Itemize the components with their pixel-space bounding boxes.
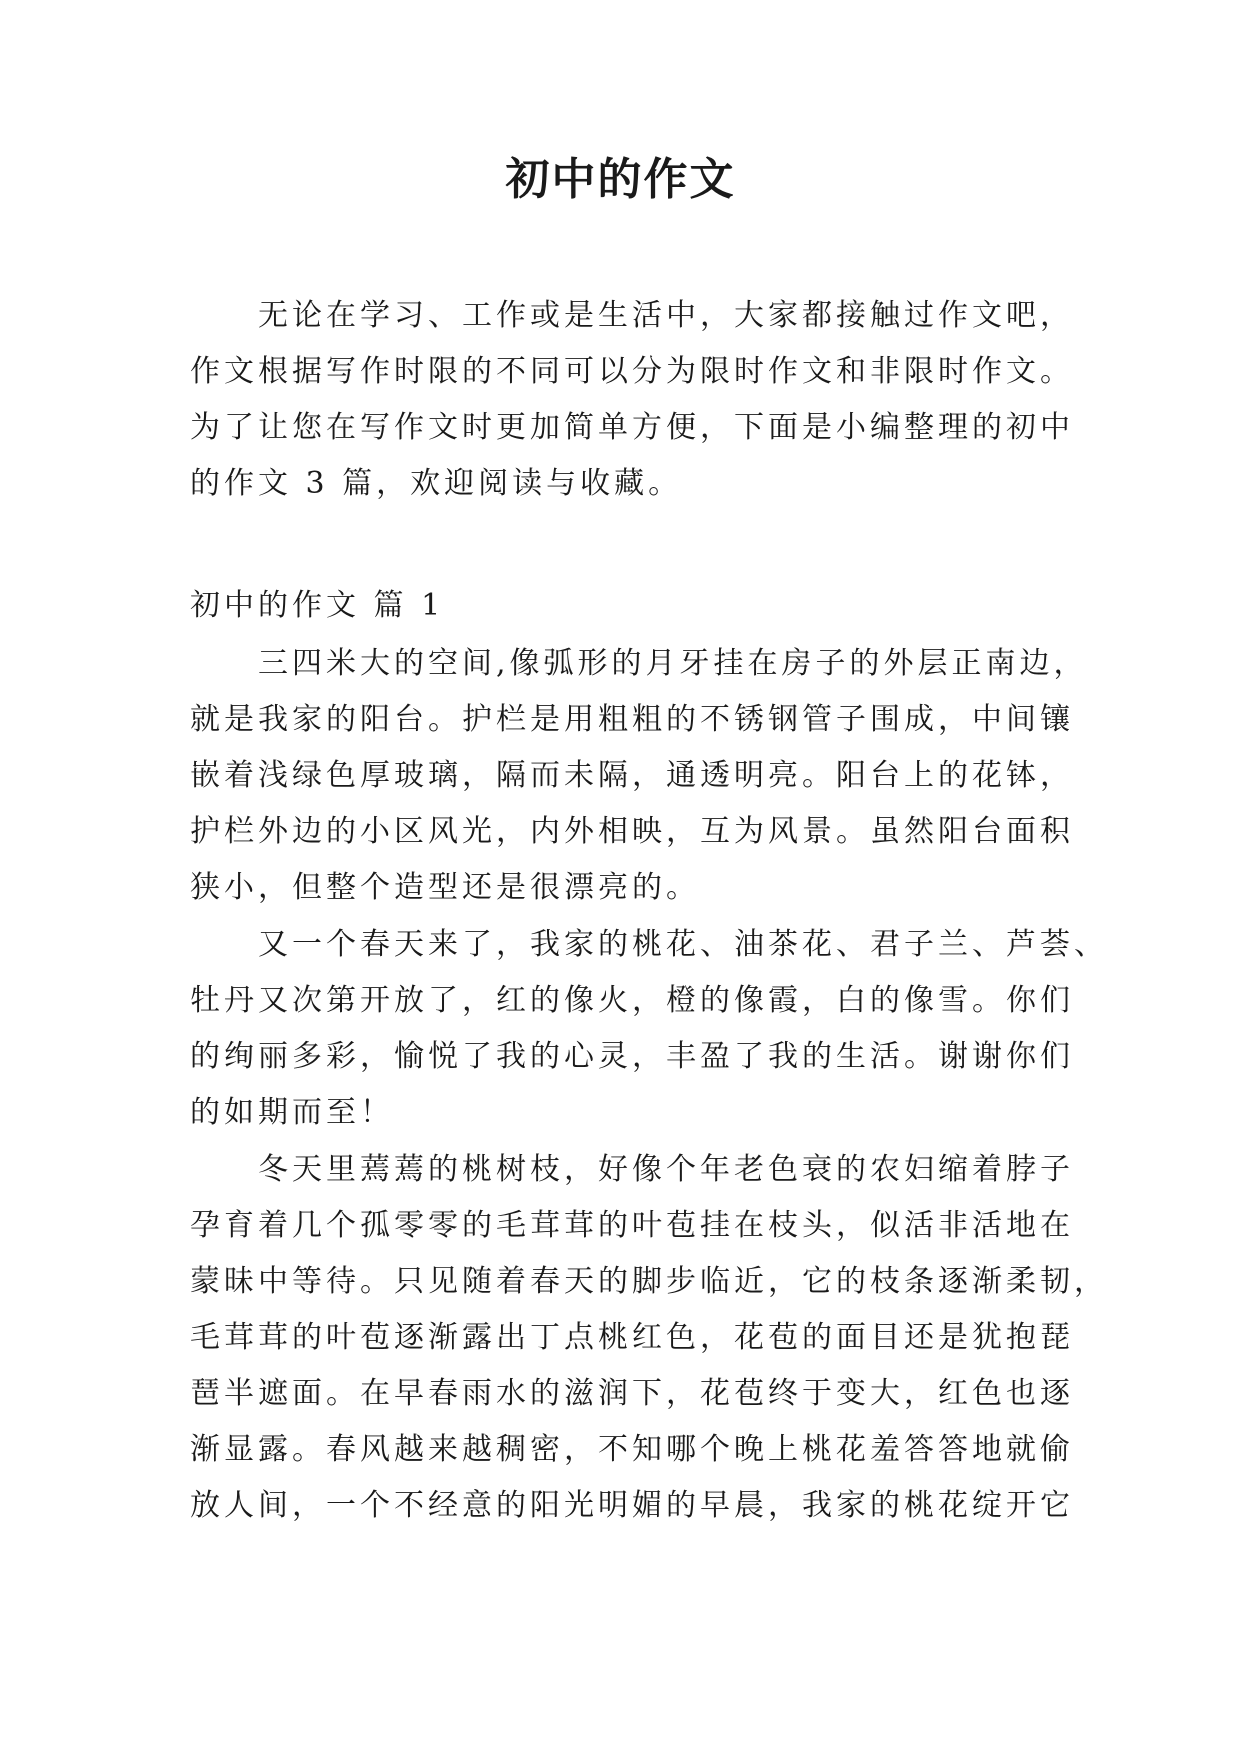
text-line: 嵌着浅绿色厚玻璃，隔而未隔，通透明亮。阳台上的花钵， [190,758,1074,793]
text-line: 放人间，一个不经意的阳光明媚的早晨，我家的桃花绽开它 [190,1488,1074,1523]
text-line: 牡丹又次第开放了，红的像火，橙的像霞，白的像雪。你们 [190,983,1074,1018]
text-line: 毛茸茸的叶苞逐渐露出丁点桃红色，花苞的面目还是犹抱琵 [190,1320,1074,1355]
paragraph-2 [190,917,1108,1141]
text-line: 的作文 3 篇，欢迎阅读与收藏。 [190,466,683,501]
text-line: 无论在学习、工作或是生活中，大家都接触过作文吧， [258,298,1074,333]
text-line: 冬天里蔫蔫的桃树枝，好像个年老色衰的农妇缩着脖子 [258,1152,1074,1187]
text-line: 护栏外边的小区风光，内外相映，互为风景。虽然阳台面积 [190,814,1074,849]
text-line: 为了让您在写作文时更加简单方便，下面是小编整理的初中 [190,410,1074,445]
text-line: 蒙昧中等待。只见随着春天的脚步临近，它的枝条逐渐柔韧， [190,1264,1108,1299]
text-line: 的绚丽多彩，愉悦了我的心灵，丰盈了我的生活。谢谢你们 [190,1039,1074,1074]
text-line: 孕育着几个孤零零的毛茸茸的叶苞挂在枝头，似活非活地在 [190,1208,1074,1243]
text-line: 狭小，但整个造型还是很漂亮的。 [190,870,700,905]
section-heading: 初中的作文 篇 1 [190,588,445,623]
text-line: 又一个春天来了，我家的桃花、油茶花、君子兰、芦荟、 [258,927,1108,962]
page-title: 初中的作文 [505,154,736,205]
paragraph-3 [190,1142,1108,1534]
text-line: 三四米大的空间,像弧形的月牙挂在房子的外层正南边， [258,646,1088,681]
text-line: 就是我家的阳台。护栏是用粗粗的不锈钢管子围成，中间镶 [190,702,1074,737]
text-line: 琶半遮面。在早春雨水的滋润下，花苞终于变大，红色也逐 [190,1376,1074,1411]
text-line: 的如期而至！ [190,1095,394,1130]
intro-paragraph [190,288,1074,512]
text-line: 作文根据写作时限的不同可以分为限时作文和非限时作文。 [190,354,1074,389]
text-line: 渐显露。春风越来越稠密，不知哪个晚上桃花羞答答地就偷 [190,1432,1074,1467]
paragraph-1 [190,636,1088,916]
